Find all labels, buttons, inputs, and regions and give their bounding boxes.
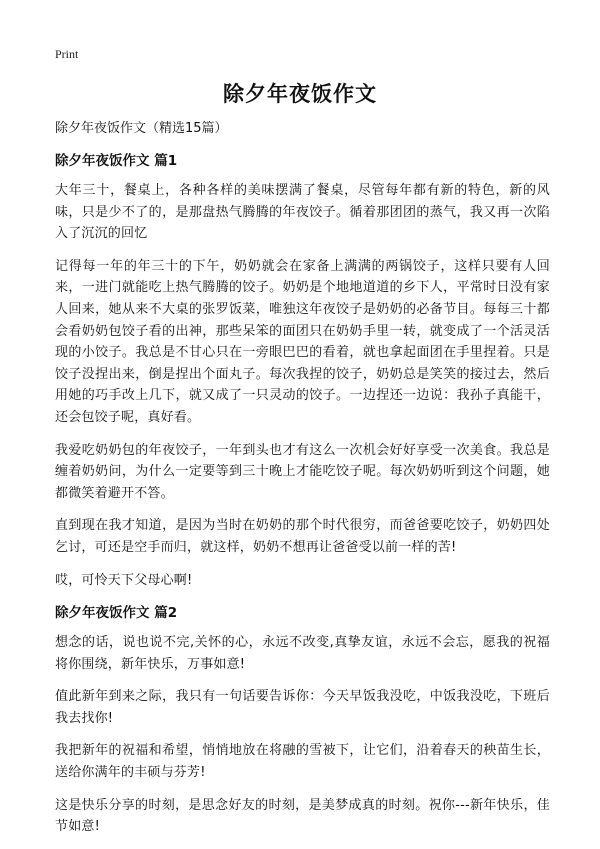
paragraph: 想念的话，说也说不完,关怀的心，永远不改变,真挚友谊，永远不会忘，愿我的祝福将你围绕，新年快乐，万事如意!	[55, 635, 550, 672]
paragraph: 记得每一年的年三十的下午，奶奶就会在家备上满满的两锅饺子，这样只要有人回来，一进门就能吃上热气腾腾的饺子。奶奶是个地地道道的乡下人，平常时日没有家人回来，她从来不大桌的张罗饭菜，唯独这年夜饺子是奶奶的必备节目。每每三十都会看奶奶包饺子看的出神，那些呆笨的面团只在奶奶手里一转，就变成了一个活灵活现的小饺子。我总是不甘心只在一旁眼巴巴的看着，就也拿起面团在手里捏着。只是饺子没捏出来，倒是捏出个面丸子。每次我捏的饺子，奶奶总是笑笑的接过去，然后用她的巧手改上几下，就又成了一只灵动的饺子。一边捏还一边说：我孙子真能干，还会包饺子呢，真好看。	[55, 258, 550, 425]
paragraph: 直到现在我才知道，是因为当时在奶奶的那个时代很穷，而爸爸要吃饺子，奶奶四处乞讨，可还是空手而归，就这样，奶奶不想再让爸爸受以前一样的苦!	[55, 518, 550, 555]
section-heading: 除夕年夜饭作文 篇1	[55, 153, 178, 169]
document-subtitle: 除夕年夜饭作文（精选15篇）	[55, 121, 228, 136]
paragraph: 值此新年到来之际，我只有一句话要告诉你：今天早饭我没吃，中饭我没吃，下班后我去找你!	[55, 689, 550, 726]
section-2	[55, 602, 550, 838]
print-label: Print	[55, 47, 79, 61]
paragraph: 大年三十，餐桌上，各种各样的美味摆满了餐桌，尽管每年都有新的特色，新的风味，只是少不了的，是那盘热气腾腾的年夜饺子。循着那团团的蒸气，我又再一次陷入了沉沉的回忆	[55, 183, 550, 242]
paragraph: 哎，可怜天下父母心啊!	[55, 572, 193, 588]
paragraph: 这是快乐分享的时刻，是思念好友的时刻，是美梦成真的时刻。祝你---新年快乐，佳节如意!	[55, 797, 550, 835]
paragraph: 我把新年的祝福和希望，悄悄地放在将融的雪被下，让它们，沿着春天的秧苗生长，送给你满年的丰硕与芬芳!	[55, 743, 550, 781]
document-body	[55, 118, 550, 849]
section-1	[55, 150, 550, 591]
paragraph: 我爱吃奶奶包的年夜饺子，一年到头也才有这么一次机会好好享受一次美食。我总是缠着奶奶问，为什么一定要等到三十晚上才能吃饺子呢。每次奶奶听到这个问题，她都微笑着避开不答。	[55, 442, 550, 501]
section-heading: 除夕年夜饭作文 篇2	[55, 605, 178, 622]
document-title: 除夕年夜饭作文	[223, 82, 377, 106]
